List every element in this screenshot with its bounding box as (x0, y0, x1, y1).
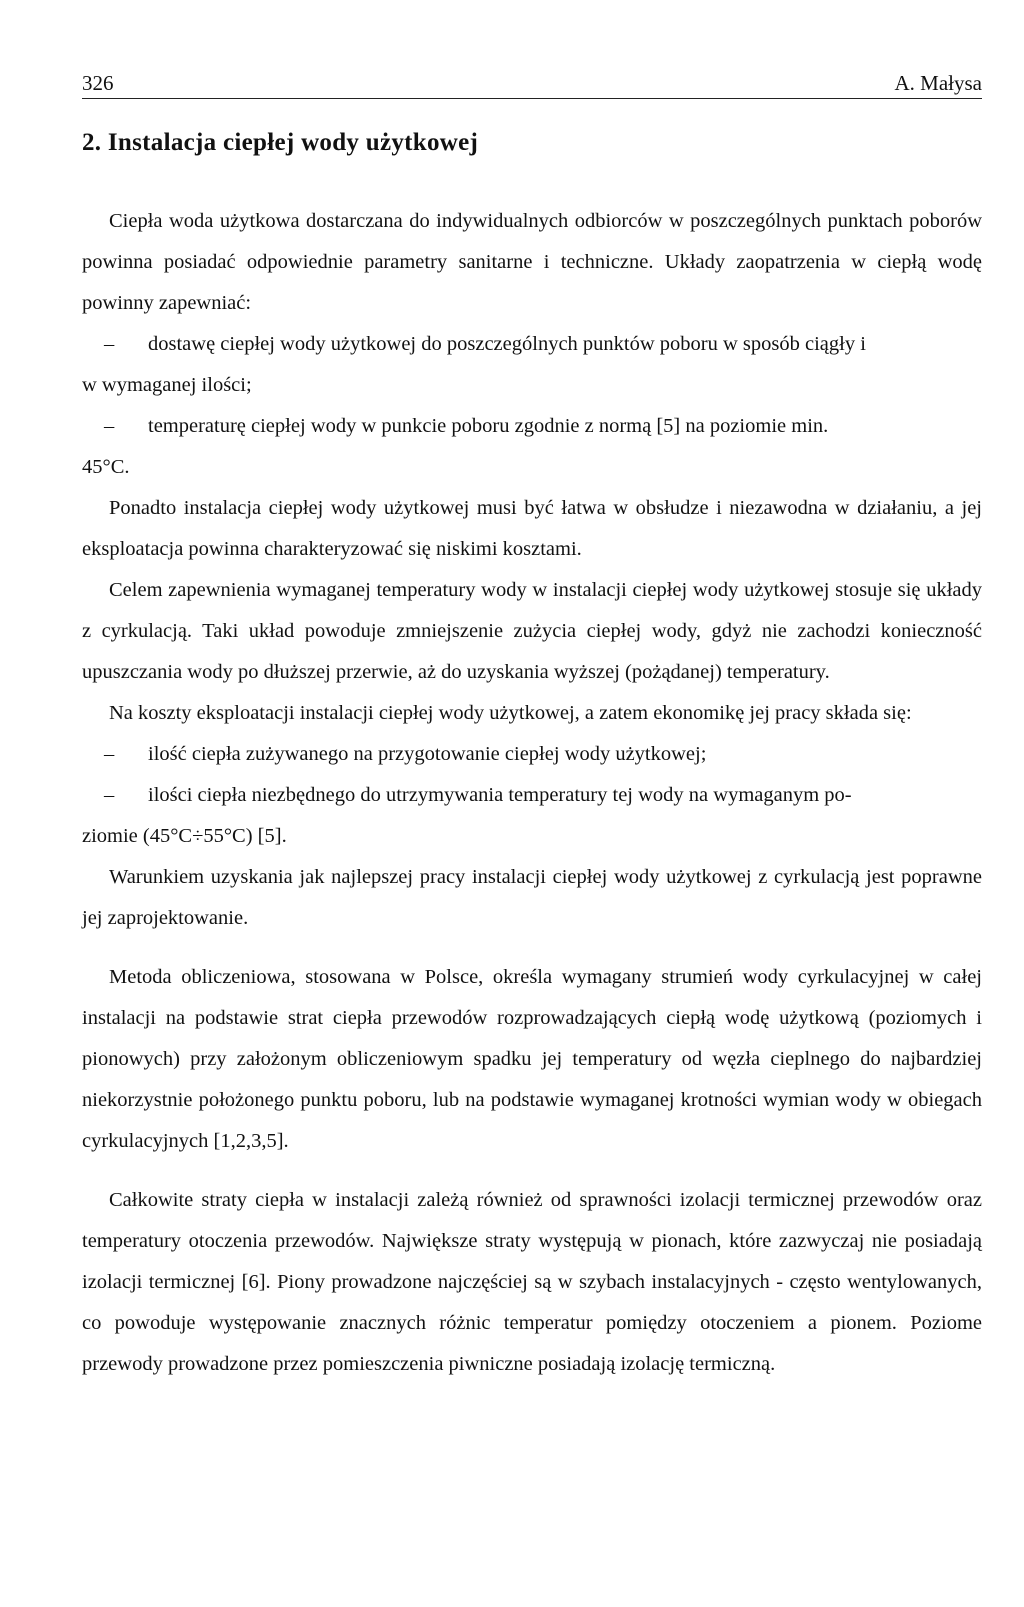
section-title: 2. Instalacja ciepłej wody użytkowej (82, 129, 479, 156)
list-item-continuation: ziomie (45°C÷55°C) [5]. (82, 825, 287, 847)
list-item (82, 324, 982, 406)
list-item-text: temperaturę ciepłej wody w punkcie poboru zgodnie z normą [5] na poziomie min. (148, 415, 829, 437)
dash-bullet: – (104, 743, 115, 765)
requirements-list (82, 324, 982, 488)
page-number: 326 (82, 71, 114, 95)
paragraph-circulation: Celem zapewnienia wymaganej temperatury wody w instalacji ciepłej wody użytkowej stosuje się układy z cyrkulacją. Taki układ powoduje zmniejszenie zużycia ciepłej wody, gdyż nie zachodzi konieczność upuszczania wody po dłuższej przerwie, aż do uzyskania wyższej (pożądanej) temperatury. (82, 579, 982, 683)
list-item (82, 406, 982, 488)
list-item-text: ilości ciepła niezbędnego do utrzymywania temperatury tej wody na wymaganym po- (148, 784, 852, 806)
list-item-text: dostawę ciepłej wody użytkowej do poszczególnych punktów poboru w sposób ciągły i (148, 333, 866, 355)
paragraph-heat-losses: Całkowite straty ciepła w instalacji zależą również od sprawności izolacji termicznej przewodów oraz temperatury otoczenia przewodów. Największe straty występują w pionach, które zazwyczaj nie posiadają izolacji termicznej [6]. Piony prowadzone najczęściej są w szybach instalacyjnych - często wentylowanych, co powoduje występowanie znacznych różnic temperatur pomiędzy otoczeniem a pionem. Poziome przewody prowadzone przez pomieszczenia piwniczne posiadają izolację termiczną. (82, 1189, 982, 1375)
dash-bullet: – (104, 415, 115, 437)
dash-bullet: – (104, 333, 115, 355)
list-item (82, 775, 982, 857)
paragraph-reliability: Ponadto instalacja ciepłej wody użytkowej musi być łatwa w obsłudze i niezawodna w działaniu, a jej eksploatacja powinna charakteryzować się niskimi kosztami. (82, 497, 982, 560)
list-item (82, 734, 982, 775)
paragraph-costs: Na koszty eksploatacji instalacji ciepłej wody użytkowej, a zatem ekonomikę jej pracy składa się: (109, 702, 912, 724)
list-item-text: ilość ciepła zużywanego na przygotowanie ciepłej wody użytkowej; (148, 743, 707, 765)
list-item-continuation: 45°C. (82, 456, 130, 478)
document-page (82, 70, 982, 1385)
paragraph-design: Warunkiem uzyskania jak najlepszej pracy instalacji ciepłej wody użytkowej z cyrkulacją jest poprawne jej zaprojektowanie. (82, 866, 982, 929)
running-header (82, 70, 982, 99)
running-author: A. Małysa (894, 71, 982, 95)
costs-list (82, 734, 982, 857)
paragraph-method: Metoda obliczeniowa, stosowana w Polsce, określa wymagany strumień wody cyrkulacyjnej w całej instalacji na podstawie strat ciepła przewodów rozprowadzających ciepłą wodę użytkową (poziomych i pionowych) przy założonym obliczeniowym spadku jej temperatury od węzła cieplnego do najbardziej niekorzystnie położonego punktu poboru, lub na podstawie wymaganej krotności wymian wody w obiegach cyrkulacyjnych [1,2,3,5]. (82, 966, 982, 1152)
list-item-continuation: w wymaganej ilości; (82, 374, 252, 396)
dash-bullet: – (104, 784, 115, 806)
paragraph-intro: Ciepła woda użytkowa dostarczana do indywidualnych odbiorców w poszczególnych punktach poborów powinna posiadać odpowiednie parametry sanitarne i techniczne. Układy zaopatrzenia w ciepłą wodę powinny zapewniać: (82, 210, 982, 314)
